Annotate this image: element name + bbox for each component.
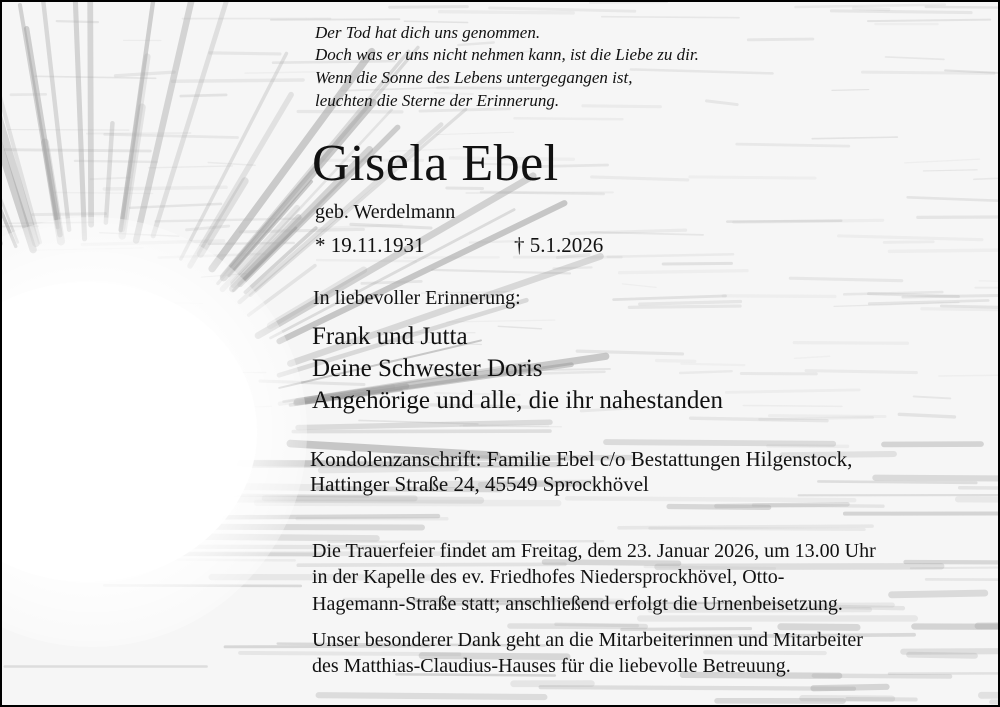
maiden-name: geb. Werdelmann <box>315 201 456 223</box>
sketch-hatch <box>839 236 982 240</box>
mourner-line: Angehörige und alle, die ihr nahestanden <box>312 387 723 414</box>
sketch-hatch <box>515 118 623 119</box>
sketch-hatch <box>440 12 574 13</box>
sketch-water-stroke <box>319 695 545 697</box>
sketch-hatch <box>470 241 517 242</box>
sketch-hatch <box>209 243 294 244</box>
sketch-water-stroke <box>958 499 998 501</box>
poem-line: Wenn die Sonne des Lebens untergegangen ist, <box>315 68 633 87</box>
sketch-water-stroke <box>981 694 998 695</box>
sketch-hatch <box>923 170 977 171</box>
sketch-hatch <box>362 281 421 283</box>
sketch-hatch <box>748 39 813 40</box>
sketch-hatch <box>87 133 191 134</box>
sketch-water-stroke <box>960 488 998 490</box>
sketch-water-stroke <box>705 652 824 653</box>
sketch-ray <box>75 2 85 239</box>
sketch-water-stroke <box>802 698 892 699</box>
sketch-hatch <box>884 242 933 243</box>
mourner-line: Deine Schwester Doris <box>312 355 543 382</box>
sketch-hatch <box>795 356 830 358</box>
sketch-ray <box>106 123 113 222</box>
sketch-water-stroke <box>606 442 833 444</box>
sketch-hatch <box>583 106 660 107</box>
condolence-address-line: Hattinger Straße 24, 45549 Sprockhövel <box>310 472 649 496</box>
sketch-hatch <box>614 296 726 300</box>
sketch-hatch <box>922 309 998 310</box>
mourner-line: Frank und Jutta <box>312 323 468 350</box>
death-date: † 5.1.2026 <box>514 233 604 257</box>
sketch-hatch <box>54 192 153 193</box>
sketch-hatch <box>914 396 951 398</box>
sketch-hatch <box>806 371 916 373</box>
sketch-hatch <box>690 177 815 178</box>
sketch-water-stroke <box>892 593 985 595</box>
sketch-hatch <box>602 17 739 18</box>
sketch-hatch <box>390 7 468 8</box>
sketch-hatch <box>620 271 748 273</box>
sketch-water-stroke <box>875 478 998 480</box>
sketch-hatch <box>723 296 835 297</box>
sketch-hatch <box>918 217 998 218</box>
sketch-hatch <box>794 343 907 344</box>
sketch-hatch <box>33 214 106 215</box>
sketch-hatch <box>737 144 849 146</box>
sketch-hatch <box>831 11 971 13</box>
sketch-water-stroke <box>754 505 883 506</box>
sketch-hatch <box>663 263 731 264</box>
sketch-water-stroke <box>914 626 998 627</box>
sketch-hatch <box>869 300 988 303</box>
funeral-service-line: Die Trauerfeier findet am Freitag, dem 23. Januar 2026, um 13.00 Uhr <box>312 540 876 562</box>
sketch-hatch <box>631 69 773 73</box>
sketch-hatch <box>577 351 682 354</box>
sketch-water-stroke <box>926 579 998 580</box>
sketch-hatch <box>57 21 98 22</box>
sketch-hatch <box>657 360 695 361</box>
sketch-hatch <box>796 5 945 7</box>
sketch-hatch <box>438 88 541 89</box>
sketch-hatch <box>115 72 174 76</box>
sketch-hatch <box>889 250 998 252</box>
poem-line: Der Tod hat dich uns genommen. <box>315 23 541 42</box>
sketch-hatch <box>592 177 688 180</box>
birth-date: * 19.11.1931 <box>315 233 425 257</box>
sketch-water-stroke <box>903 651 998 652</box>
sketch-hatch <box>743 405 842 406</box>
sketch-hatch <box>245 72 319 73</box>
sketch-hatch <box>466 192 612 193</box>
sketch-hatch <box>844 292 942 294</box>
sketch-hatch <box>640 302 741 305</box>
sketch-hatch <box>680 371 732 373</box>
sketch-water-stroke <box>510 626 645 627</box>
sketch-water-stroke <box>781 627 857 628</box>
sketch-hatch <box>173 80 304 81</box>
sketch-hatch <box>590 2 667 3</box>
sketch-hatch <box>908 197 998 200</box>
sketch-hatch <box>681 364 744 365</box>
sketch-hatch <box>210 53 280 54</box>
sketch-hatch <box>832 90 869 91</box>
sketch-water-stroke <box>818 481 976 482</box>
sketch-hatch <box>979 281 998 282</box>
sketch-water-stroke <box>909 655 975 656</box>
sketch-hatch <box>939 374 998 376</box>
memory-intro: In liebevoller Erinnerung: <box>313 287 521 309</box>
sketch-ray <box>271 210 515 338</box>
sketch-hatch <box>622 284 656 288</box>
sketch-hatch <box>156 219 302 222</box>
sketch-hatch <box>5 150 150 151</box>
sketch-hatch <box>271 19 399 20</box>
sketch-hatch <box>608 254 733 256</box>
sketch-hatch <box>629 306 740 307</box>
sketch-water-stroke <box>567 498 854 500</box>
deceased-name: Gisela Ebel <box>312 135 559 192</box>
funeral-service-line: in der Kapelle des ev. Friedhofes Niedersprockhövel, Otto- <box>312 566 785 588</box>
poem-line: Doch was er uns nicht nehmen kann, ist die Liebe zu dir. <box>315 45 699 64</box>
sketch-hatch <box>790 278 901 281</box>
sketch-water-stroke <box>905 562 998 563</box>
sketch-hatch <box>868 20 990 21</box>
sketch-hatch <box>854 8 889 9</box>
sketch-hatch <box>899 414 954 417</box>
sketch-ray <box>27 29 60 235</box>
funeral-service-line: Hagemann-Straße statt; anschließend erfolgt die Urnenbeisetzung. <box>312 593 843 615</box>
sketch-hatch <box>886 57 944 59</box>
sketch-ray <box>293 431 550 432</box>
sketch-hatch <box>105 134 238 137</box>
sketch-hatch <box>91 178 131 180</box>
sketch-water-stroke <box>541 687 854 689</box>
sketch-hatch <box>149 166 233 168</box>
sketch-hatch <box>75 161 157 162</box>
sketch-hatch <box>926 7 998 8</box>
condolence-address-line: Kondolenzanschrift: Familie Ebel c/o Bestattungen Hilgenstock, <box>310 447 853 471</box>
sketch-hatch <box>317 260 416 261</box>
sketch-hatch <box>187 226 229 230</box>
sketch-hatch <box>726 390 859 392</box>
sketch-ray <box>90 2 91 225</box>
sketch-hatch <box>181 95 226 96</box>
sketch-hatch <box>498 326 541 329</box>
sketch-water-stroke <box>619 526 872 528</box>
sketch-hatch <box>553 267 591 268</box>
thanks-line: Unser besonderer Dank geht an die Mitarbeiterinnen und Mitarbeiter <box>312 629 863 651</box>
sketch-hatch <box>104 187 226 189</box>
thanks-line: des Matthias-Claudius-Hauses für die liebevolle Betreuung. <box>312 655 791 677</box>
sketch-hatch <box>905 159 980 163</box>
sketch-hatch <box>974 176 998 180</box>
sketch-hatch <box>707 101 738 105</box>
sketch-water-stroke <box>545 562 679 563</box>
sketch-hatch <box>812 137 897 139</box>
poem-line: leuchten die Sterne der Erinnerung. <box>315 91 560 110</box>
sketch-hatch <box>734 220 883 222</box>
